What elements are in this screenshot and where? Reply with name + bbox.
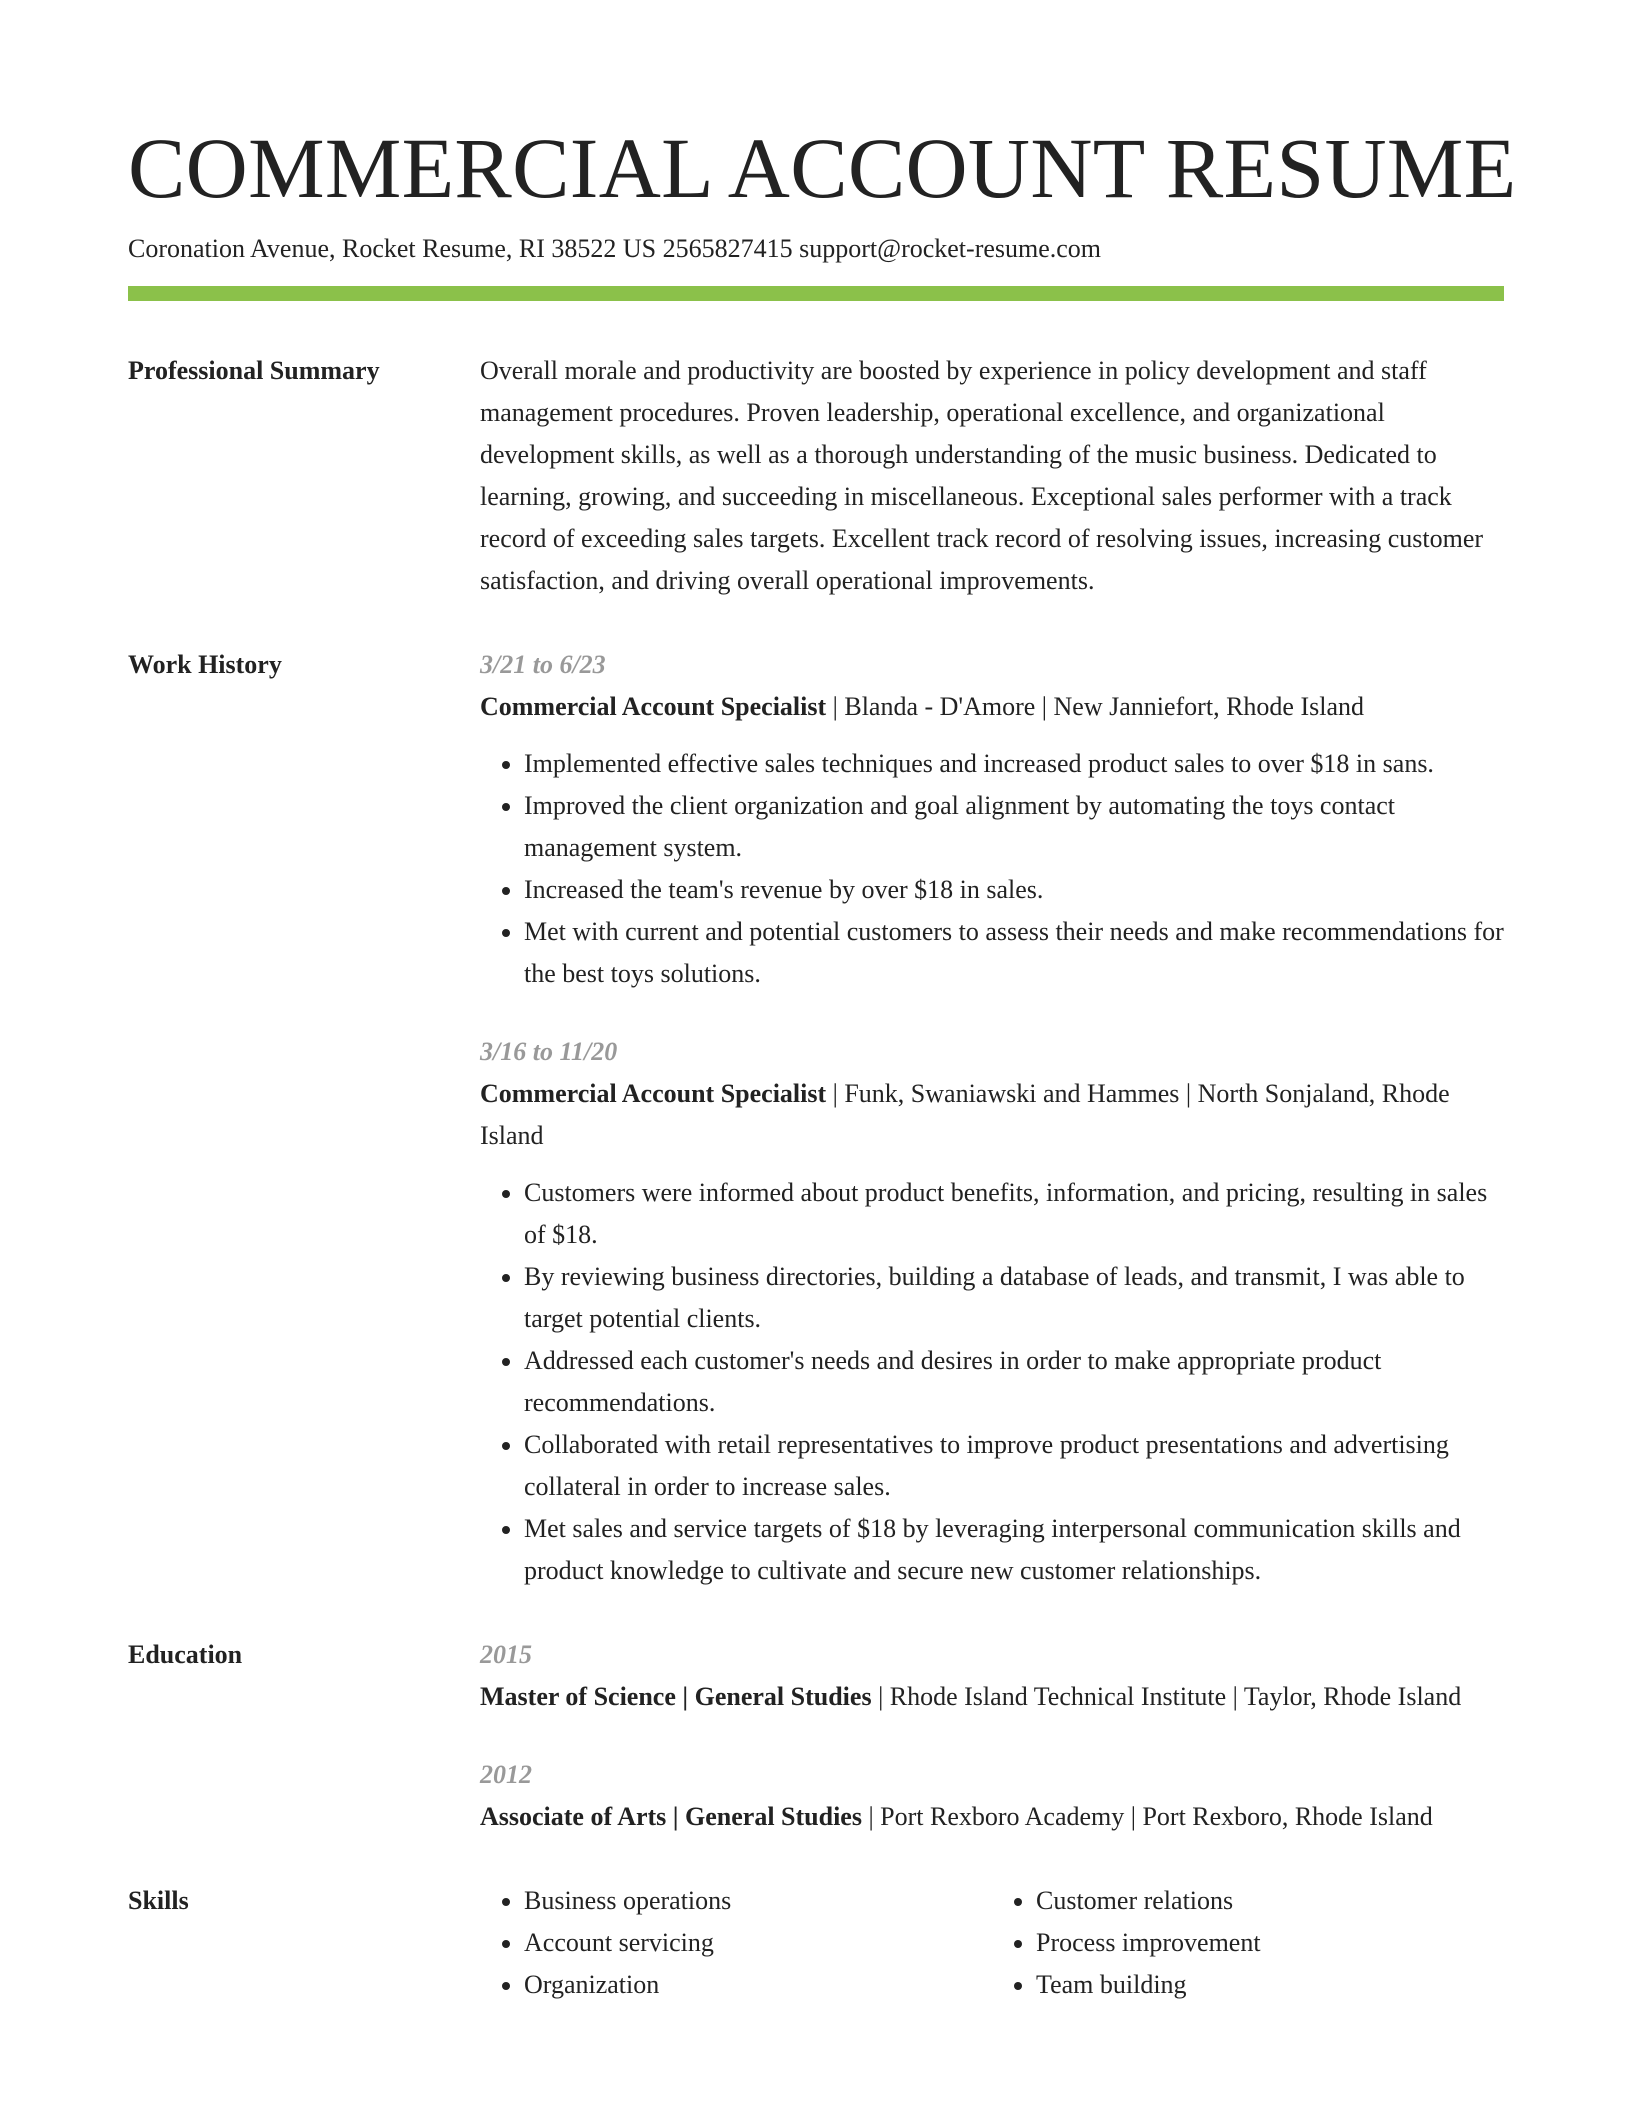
section-label-skills: Skills xyxy=(128,1886,189,1915)
job-bullet: • Addressed each customer's needs and desires in order to make appropriate product recommendations. xyxy=(524,1340,1504,1424)
education-heading xyxy=(480,1796,1504,1838)
education-year: 2012 xyxy=(480,1760,532,1789)
summary-text: Overall morale and productivity are boosted by experience in policy development and staff management procedures. Proven leadership, operational excellence, and organizational development skills, as well as a thorough understanding of the music business. Dedicated to learning, growing, and succeeding in miscellaneous. Exceptional sales performer with a track record of exceeding sales targets. Excellent track record of resolving issues, increasing customer satisfaction, and driving overall operational improvements. xyxy=(480,356,1484,595)
job-bullet: • Met sales and service targets of $18 by leveraging interpersonal communication skills and product knowledge to cultivate and secure new customer relationships. xyxy=(524,1508,1504,1592)
skill-item: • Account servicing xyxy=(524,1922,992,1964)
job-entry xyxy=(480,1031,1504,1592)
section-label-work-history: Work History xyxy=(128,650,282,679)
education-entry xyxy=(480,1754,1504,1838)
education-details: | Port Rexboro Academy | Port Rexboro, Rhode Island xyxy=(861,1802,1433,1831)
education-details: | Rhode Island Technical Institute | Taylor, Rhode Island xyxy=(871,1682,1462,1711)
job-bullet: • Increased the team's revenue by over $18 in sales. xyxy=(524,869,1504,911)
education-heading xyxy=(480,1676,1504,1718)
job-bullet: • Collaborated with retail representatives to improve product presentations and advertising collateral in order to increase sales. xyxy=(524,1424,1504,1508)
job-dates: 3/21 to 6/23 xyxy=(480,650,606,679)
job-heading xyxy=(480,1073,1504,1157)
resume-content xyxy=(128,350,1504,2006)
education-section xyxy=(128,1634,1504,1838)
resume-title: COMMERCIAL ACCOUNT RESUME xyxy=(128,120,1517,216)
job-bullets xyxy=(480,743,1504,995)
job-bullet: • Met with current and potential customers to assess their needs and make recommendations for the best toys solutions. xyxy=(524,911,1504,995)
degree-name: Associate of Arts | General Studies xyxy=(480,1802,862,1831)
education-year: 2015 xyxy=(480,1640,532,1669)
section-label-education: Education xyxy=(128,1640,243,1669)
skill-item: • Process improvement xyxy=(1036,1922,1504,1964)
contact-line: Coronation Avenue, Rocket Resume, RI 38522 US 2565827415 support@rocket-resume.com xyxy=(128,234,1102,263)
accent-divider xyxy=(128,286,1504,301)
summary-section xyxy=(128,350,1504,602)
skill-item: • Customer relations xyxy=(1036,1880,1504,1922)
skills-list-left xyxy=(480,1880,992,2006)
section-label-summary: Professional Summary xyxy=(128,356,380,385)
job-details: | Blanda - D'Amore | New Janniefort, Rhode Island xyxy=(826,692,1364,721)
job-bullet: • Implemented effective sales techniques and increased product sales to over $18 in sans. xyxy=(524,743,1504,785)
job-bullets xyxy=(480,1172,1504,1592)
work-history-section xyxy=(128,644,1504,1592)
job-entry xyxy=(480,644,1504,995)
job-bullet: • Improved the client organization and goal alignment by automating the toys contact management system. xyxy=(524,785,1504,869)
job-heading xyxy=(480,686,1504,728)
skills-section xyxy=(128,1880,1504,2006)
job-details: | Funk, Swaniawski and Hammes | North Sonjaland, Rhode Island xyxy=(480,1079,1450,1150)
skill-item: • Team building xyxy=(1036,1964,1504,2006)
job-title: Commercial Account Specialist xyxy=(480,692,827,721)
skill-item: • Organization xyxy=(524,1964,992,2006)
education-entry xyxy=(480,1634,1504,1718)
job-bullet: • Customers were informed about product benefits, information, and pricing, resulting in sales of $18. xyxy=(524,1172,1504,1256)
job-bullet: • By reviewing business directories, building a database of leads, and transmit, I was able to target potential clients. xyxy=(524,1256,1504,1340)
job-dates: 3/16 to 11/20 xyxy=(480,1037,618,1066)
degree-name: Master of Science | General Studies xyxy=(480,1682,872,1711)
skills-list-right xyxy=(992,1880,1504,2006)
job-title: Commercial Account Specialist xyxy=(480,1079,827,1108)
skill-item: • Business operations xyxy=(524,1880,992,1922)
